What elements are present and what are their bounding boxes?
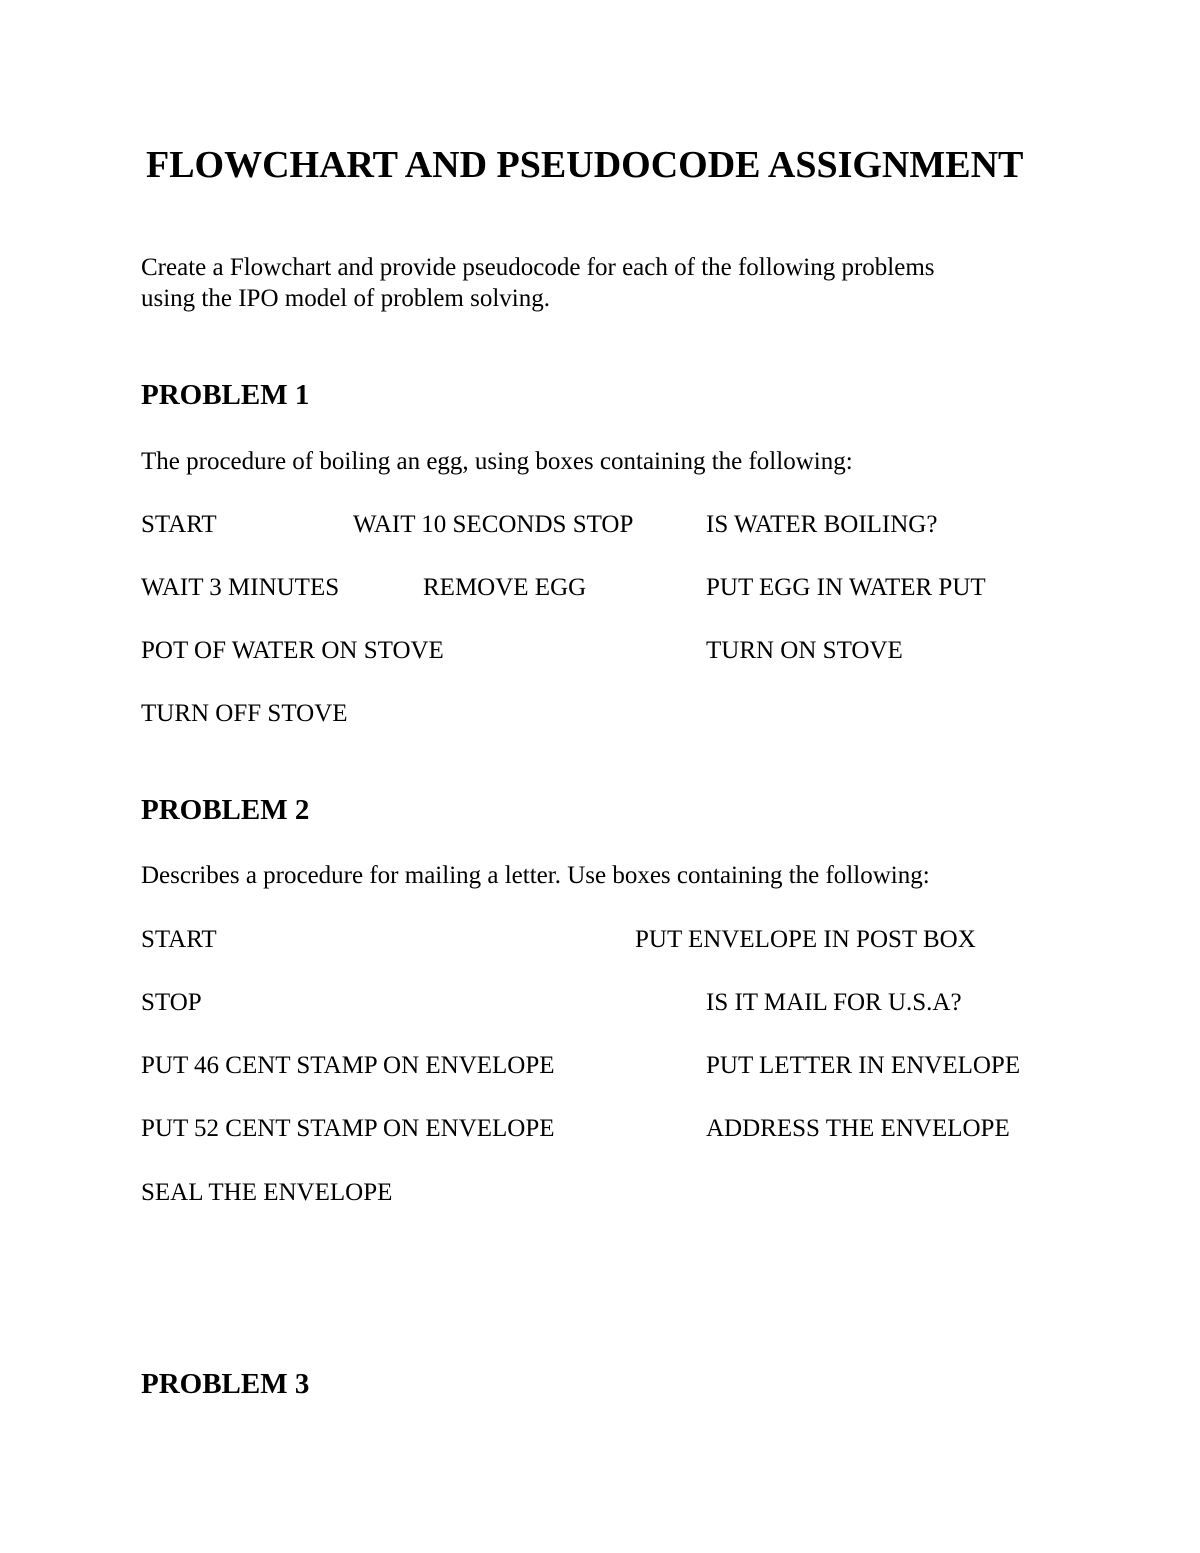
problem-1-box-label: POT OF WATER ON STOVE	[141, 637, 444, 664]
problem-1-box-label: TURN OFF STOVE	[141, 700, 348, 727]
intro-line-1: Create a Flowchart and provide pseudocode for each of the following problems	[141, 254, 935, 281]
problem-2-box-label: PUT LETTER IN ENVELOPE	[706, 1052, 1021, 1079]
problem-1-box-label: WAIT 10 SECONDS STOP	[353, 511, 634, 538]
problem-2-description: Describes a procedure for mailing a letter. Use boxes containing the following:	[141, 862, 930, 889]
problem-2-box-label: ADDRESS THE ENVELOPE	[706, 1115, 1010, 1142]
problem-2-box-label: PUT 46 CENT STAMP ON ENVELOPE	[141, 1052, 555, 1079]
problem-1-box-label: PUT EGG IN WATER PUT	[706, 574, 986, 601]
problem-2-heading: PROBLEM 2	[141, 794, 310, 826]
problem-2-box-label: SEAL THE ENVELOPE	[141, 1179, 393, 1206]
problem-1-box-label: TURN ON STOVE	[706, 637, 903, 664]
problem-2-box-label: IS IT MAIL FOR U.S.A?	[706, 989, 962, 1016]
problem-2-box-label: STOP	[141, 989, 202, 1016]
problem-1-box-label: REMOVE EGG	[423, 574, 587, 601]
problem-2-box-label: PUT ENVELOPE IN POST BOX	[635, 926, 976, 953]
page-title: FLOWCHART AND PSEUDOCODE ASSIGNMENT	[146, 144, 1024, 186]
problem-1-box-label: IS WATER BOILING?	[706, 511, 938, 538]
problem-1-box-label: WAIT 3 MINUTES	[141, 574, 340, 601]
problem-3-heading: PROBLEM 3	[141, 1368, 310, 1400]
problem-1-box-label: START	[141, 511, 217, 538]
problem-1-heading: PROBLEM 1	[141, 379, 310, 411]
problem-1-description: The procedure of boiling an egg, using boxes containing the following:	[141, 448, 853, 475]
problem-2-box-label: PUT 52 CENT STAMP ON ENVELOPE	[141, 1115, 555, 1142]
intro-line-2: using the IPO model of problem solving.	[141, 285, 550, 312]
problem-2-box-label: START	[141, 926, 217, 953]
